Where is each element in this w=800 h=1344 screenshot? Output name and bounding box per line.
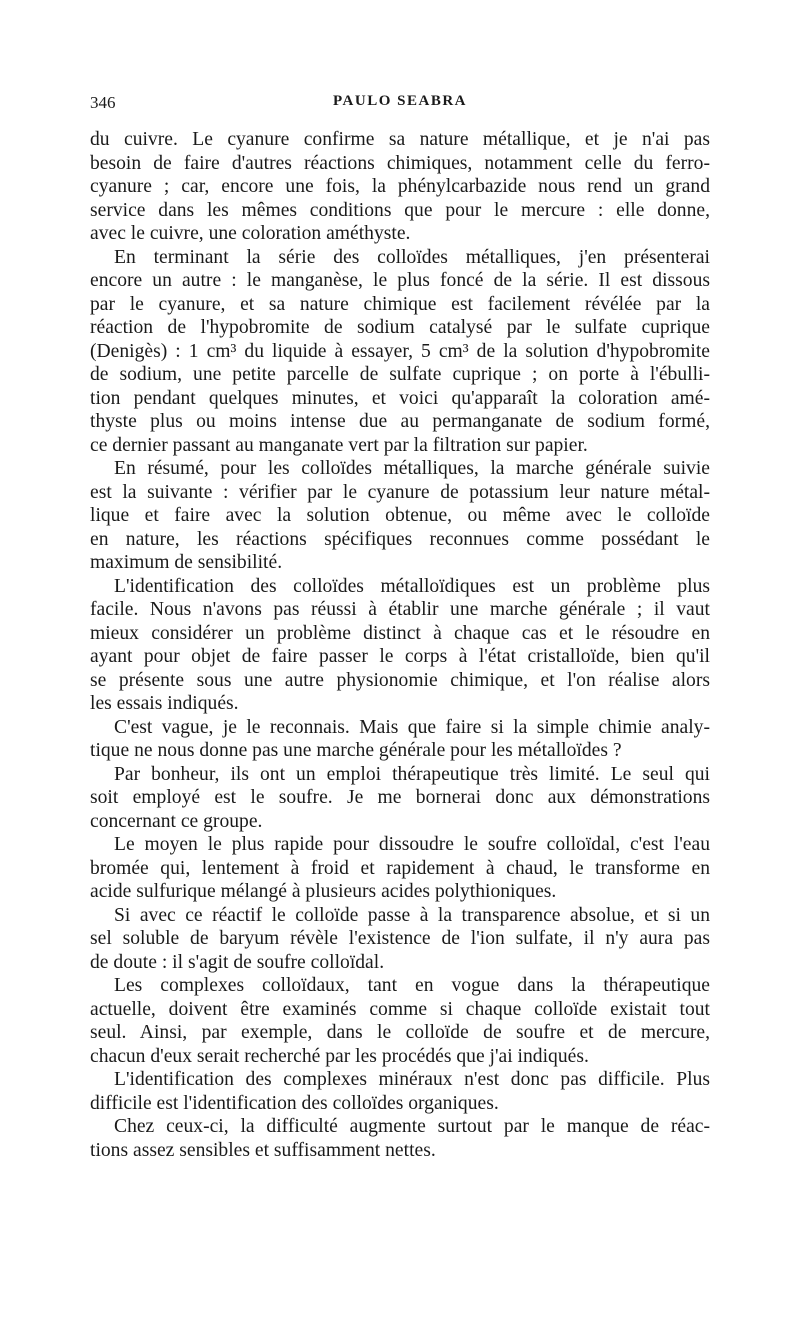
paragraph <box>90 974 710 1068</box>
text-line: de doute : il s'agit de soufre colloïdal. <box>90 951 385 973</box>
page-header <box>90 93 710 115</box>
text-line: Si avec ce réactif le colloïde passe à la transparence absolue, et si un <box>114 904 710 926</box>
text-line: avec le cuivre, une coloration améthyste. <box>90 223 411 244</box>
text-line: difficile est l'identification des colloïdes organiques. <box>90 1092 499 1114</box>
text-line: actuelle, doivent être examinés comme si chaque colloïde existait tout <box>90 998 710 1020</box>
text-line: Chez ceux-ci, la difficulté augmente surtout par le manque de réac- <box>114 1116 710 1137</box>
text-line: (Denigès) : 1 cm³ du liquide à essayer, 5 cm³ de la solution d'hypobromite <box>90 340 710 362</box>
text-line: L'identification des colloïdes métalloïdiques est un problème plus <box>114 575 710 597</box>
text-line: par le cyanure, et sa nature chimique est facilement révélée par la <box>90 293 710 315</box>
paragraph <box>90 1115 710 1162</box>
text-line: concernant ce groupe. <box>90 810 263 832</box>
paragraph <box>90 246 710 458</box>
text-line: L'identification des complexes minéraux n'est donc pas difficile. Plus <box>114 1069 710 1090</box>
paragraph <box>90 575 710 716</box>
text-line: besoin de faire d'autres réactions chimiques, notamment celle du ferro- <box>90 152 710 174</box>
text-line: service dans les mêmes conditions que pour le mercure : elle donne, <box>90 199 710 221</box>
text-line: En terminant la série des colloïdes métalliques, j'en présenterai <box>114 246 710 268</box>
text-line: mieux considérer un problème distinct à chaque cas et le résoudre en <box>90 622 710 644</box>
paragraph <box>90 128 710 246</box>
text-line: soit employé est le soufre. Je me bornerai donc aux démonstrations <box>90 787 710 808</box>
running-head: PAULO SEABRA <box>333 93 467 109</box>
text-line: tique ne nous donne pas une marche générale pour les métalloïdes ? <box>90 740 622 761</box>
text-line: sel soluble de baryum révèle l'existence de l'ion sulfate, il n'y aura pas <box>90 928 710 949</box>
text-line: Le moyen le plus rapide pour dissoudre le soufre colloïdal, c'est l'eau <box>114 834 710 855</box>
text-line: réaction de l'hypobromite de sodium catalysé par le sulfate cuprique <box>90 317 710 338</box>
text-line: du cuivre. Le cyanure confirme sa nature métallique, et je n'ai pas <box>90 129 710 150</box>
text-line: thyste plus ou moins intense due au permanganate de sodium formé, <box>90 411 710 432</box>
text-line: cyanure ; car, encore une fois, la phénylcarbazide nous rend un grand <box>90 176 710 197</box>
text-line: en nature, les réactions spécifiques reconnues comme possédant le <box>90 528 710 550</box>
text-line: Par bonheur, ils ont un emploi thérapeutique très limité. Le seul qui <box>114 763 710 785</box>
paragraph <box>90 1068 710 1115</box>
text-line: est la suivante : vérifier par le cyanure de potassium leur nature métal- <box>90 481 710 503</box>
paragraph <box>90 457 710 575</box>
text-line: maximum de sensibilité. <box>90 552 283 573</box>
text-line: Les complexes colloïdaux, tant en vogue dans la thérapeutique <box>114 975 710 996</box>
paragraph <box>90 904 710 975</box>
text-line: encore un autre : le manganèse, le plus foncé de la série. Il est dissous <box>90 270 710 291</box>
paragraph <box>90 763 710 834</box>
text-line: tions assez sensibles et suffisamment nettes. <box>90 1139 436 1161</box>
text-line: chacun d'eux serait recherché par les procédés que j'ai indiqués. <box>90 1045 589 1067</box>
text-line: de sodium, une petite parcelle de sulfate cuprique ; on porte à l'ébulli- <box>90 364 710 385</box>
text-line: seul. Ainsi, par exemple, dans le colloïde de soufre et de mercure, <box>90 1022 710 1043</box>
text-line: ayant pour objet de faire passer le corps à l'état cristalloïde, bien qu'il <box>90 646 710 667</box>
body-text <box>90 128 710 1162</box>
text-line: C'est vague, je le reconnais. Mais que faire si la simple chimie analy- <box>114 716 710 738</box>
paragraph <box>90 833 710 904</box>
text-line: tion pendant quelques minutes, et voici qu'apparaît la coloration amé- <box>90 387 710 409</box>
text-line: lique et faire avec la solution obtenue, ou même avec le colloïde <box>90 505 710 526</box>
text-line: bromée qui, lentement à froid et rapidement à chaud, le transforme en <box>90 857 710 879</box>
page-number: 346 <box>90 93 116 112</box>
text-line: se présente sous une autre physionomie chimique, et l'on réalise alors <box>90 669 710 691</box>
text-line: les essais indiqués. <box>90 693 239 714</box>
text-line: ce dernier passant au manganate vert par la filtration sur papier. <box>90 434 588 456</box>
text-line: En résumé, pour les colloïdes métalliques, la marche générale suivie <box>114 458 710 479</box>
text-line: acide sulfurique mélangé à plusieurs acides polythioniques. <box>90 881 557 902</box>
paragraph <box>90 716 710 763</box>
text-line: facile. Nous n'avons pas réussi à établir une marche générale ; il vaut <box>90 599 710 620</box>
